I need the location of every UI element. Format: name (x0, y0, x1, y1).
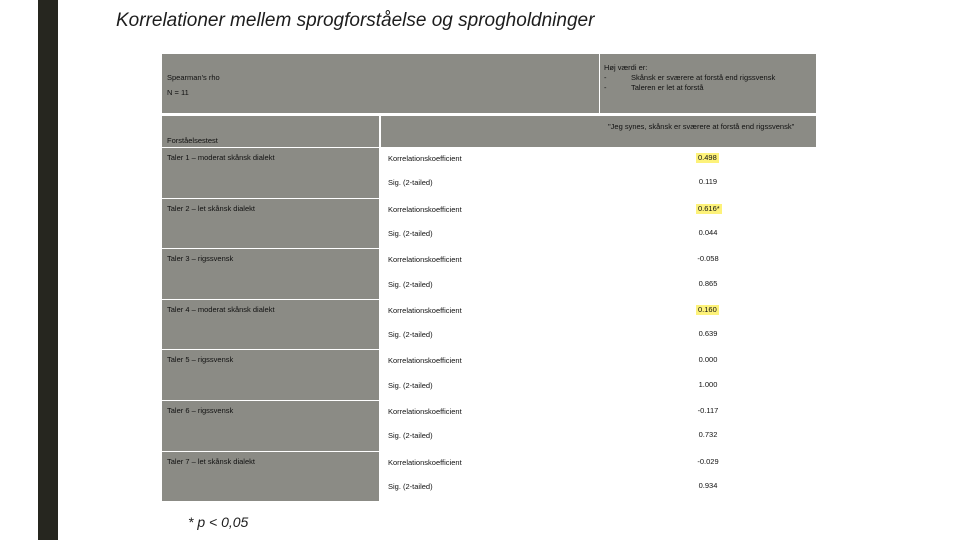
header-left-cell (162, 54, 599, 113)
sig-value: 0.044 (698, 227, 718, 237)
legend-heading: Høj værdi er: (604, 63, 648, 72)
coef-value-highlighted: 0.160 (698, 304, 717, 314)
coef-value: -0.117 (697, 406, 719, 415)
sig-value: 1.000 (698, 379, 718, 389)
speaker-label: Taler 5 – rigssvensk (167, 355, 234, 365)
coef-label: Korrelationskoefficient (388, 305, 462, 315)
legend-bullet: - (604, 83, 607, 92)
sig-value: 0.639 (698, 329, 718, 339)
speaker-label: Taler 6 – rigssvensk (167, 406, 234, 415)
speaker-label: Taler 1 – moderat skånsk dialekt (167, 153, 275, 162)
speaker-label: Taler 2 – let skånsk dialekt (167, 203, 255, 213)
accent-bar (38, 0, 58, 540)
coef-label: Korrelationskoefficient (388, 154, 462, 163)
coef-value: -0.058 (697, 254, 719, 264)
coef-label: Korrelationskoefficient (388, 407, 462, 416)
legend-item: Taleren er let at forstå (631, 83, 704, 92)
legend-bullet: - (604, 73, 607, 82)
sig-label: Sig. (2-tailed) (388, 481, 433, 491)
legend-item: Skånsk er sværere at forstå end rigssvensk (631, 73, 776, 82)
coef-label: Korrelationskoefficient (388, 356, 462, 366)
coef-label: Korrelationskoefficient (388, 204, 462, 214)
coef-value-highlighted: 0.616* (698, 203, 720, 213)
sig-label: Sig. (2-tailed) (388, 431, 433, 441)
speaker-label: Taler 7 – let skånsk dialekt (167, 456, 255, 466)
coef-value-highlighted: 0.498 (698, 153, 717, 162)
sig-label: Sig. (2-tailed) (388, 279, 433, 289)
sig-value: 0.732 (698, 430, 718, 440)
coef-label: Korrelationskoefficient (388, 457, 462, 467)
sig-label: Sig. (2-tailed) (388, 330, 433, 340)
sig-label: Sig. (2-tailed) (388, 380, 433, 390)
speaker-label: Taler 3 – rigssvensk (167, 254, 234, 264)
row-group-label: Forståelsestest (167, 136, 218, 145)
page-title: Korrelationer mellem sprogforståelse og sprogholdninger (116, 10, 595, 31)
n-label: N = 11 (167, 88, 189, 97)
coef-value: -0.029 (697, 456, 719, 466)
column-header-cell (381, 116, 816, 147)
sig-value: 0.119 (698, 177, 718, 187)
sig-label: Sig. (2-tailed) (388, 178, 433, 188)
column-header: "Jeg synes, skånsk er sværere at forstå end rigssvensk" (608, 122, 795, 131)
sig-label: Sig. (2-tailed) (388, 228, 433, 238)
coef-label: Korrelationskoefficient (388, 255, 462, 265)
sig-value: 0.934 (698, 480, 718, 490)
footnote: * p < 0,05 (188, 514, 249, 530)
coef-value: 0.000 (698, 355, 718, 365)
sig-value: 0.865 (698, 278, 718, 288)
stat-label: Spearman's rho (167, 73, 220, 82)
speaker-label: Taler 4 – moderat skånsk dialekt (167, 304, 275, 314)
